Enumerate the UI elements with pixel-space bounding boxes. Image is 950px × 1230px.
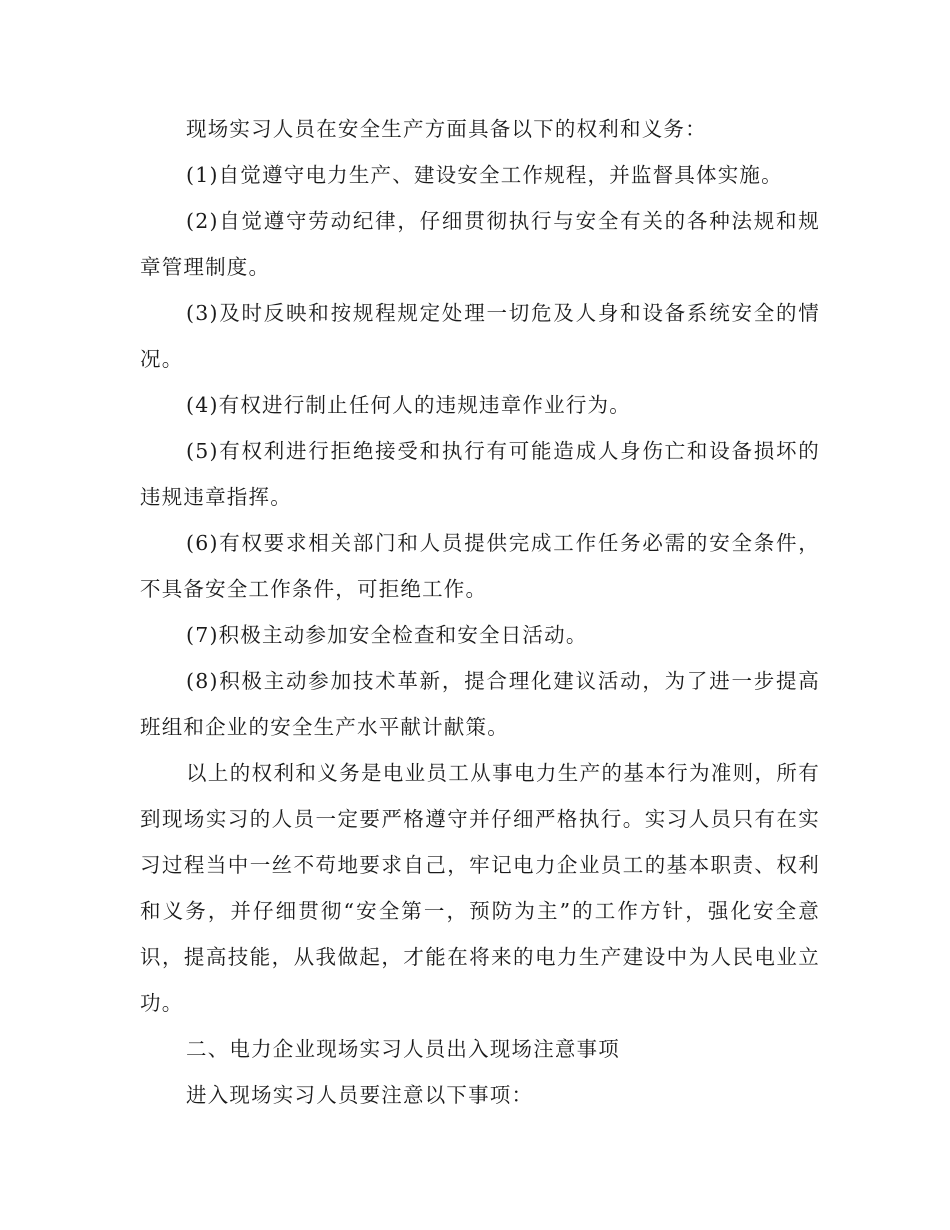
paragraph-summary: 以上的权利和义务是电业员工从事电力生产的基本行为准则，所有到现场实习的人员一定要严格遵守并仔细严格执行。实习人员只有在实习过程当中一丝不苟地要求自己，牢记电力企业员工的基本职责、权利和义务，并仔细贯彻“安全第一，预防为主”的工作方针，强化安全意识，提高技能，从我做起，才能在将来的电力生产建设中为人民电业立功。 [140, 761, 820, 1015]
paragraph-intro: 现场实习人员在安全生产方面具备以下的权利和义务： [186, 117, 707, 141]
paragraph-item-5: (5)有权利进行拒绝接受和执行有可能造成人身伤亡和设备损坏的违规违章指挥。 [140, 439, 820, 509]
paragraph-item-2: (2)自觉遵守劳动纪律，仔细贯彻执行与安全有关的各种法规和规章管理制度。 [140, 209, 820, 279]
paragraph-notice-intro: 进入现场实习人员要注意以下事项： [186, 1083, 534, 1107]
section-heading: 二、电力企业现场实习人员出入现场注意事项 [186, 1037, 620, 1061]
paragraph-item-1: (1)自觉遵守电力生产、建设安全工作规程，并监督具体实施。 [186, 163, 783, 187]
paragraph-item-8: (8)积极主动参加技术革新，提合理化建议活动，为了进一步提高班组和企业的安全生产水平献计献策。 [140, 669, 820, 739]
paragraph-item-6: (6)有权要求相关部门和人员提供完成工作任务必需的安全条件，不具备安全工作条件，可拒绝工作。 [140, 531, 820, 601]
paragraph-item-3: (3)及时反映和按规程规定处理一切危及人身和设备系统安全的情况。 [140, 301, 820, 371]
document-body [140, 106, 820, 1118]
paragraph-item-4: (4)有权进行制止任何人的违规违章作业行为。 [186, 393, 631, 417]
paragraph-item-7: (7)积极主动参加安全检查和安全日活动。 [186, 623, 588, 647]
